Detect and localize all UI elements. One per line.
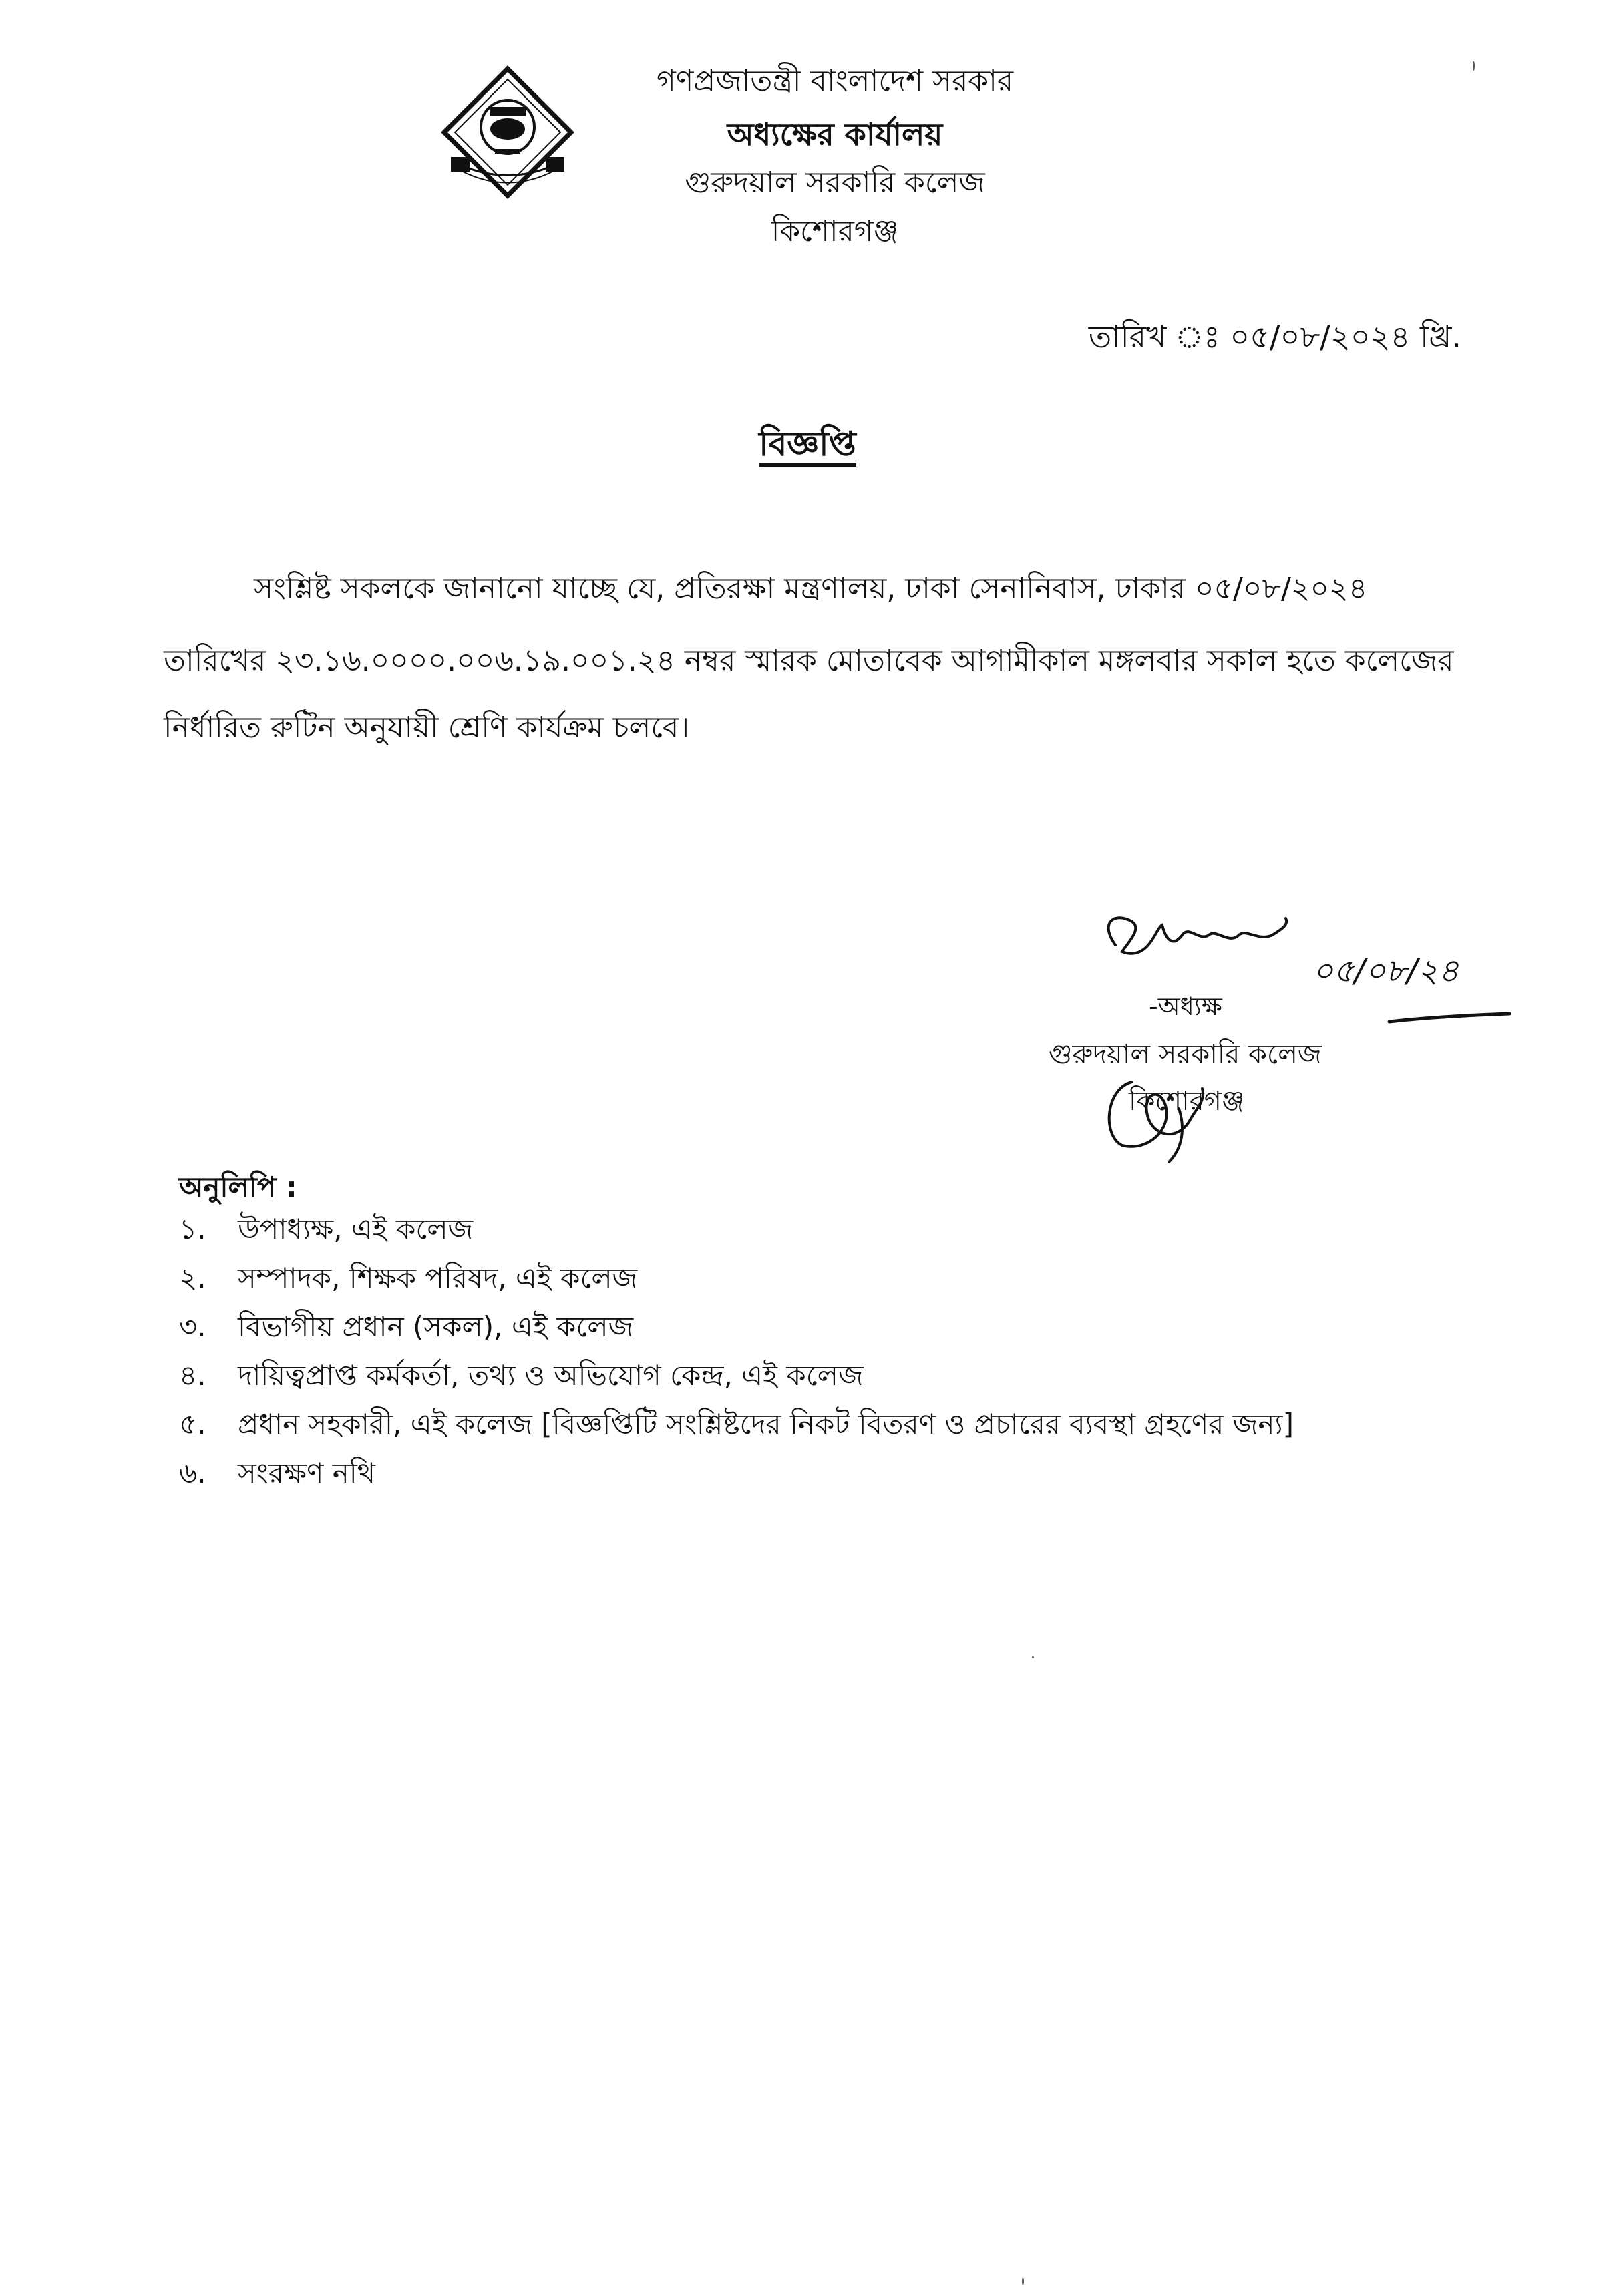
list-item bbox=[179, 1359, 864, 1392]
copy-list-heading: অনুলিপি : bbox=[179, 1171, 297, 1203]
list-item-number: ১. bbox=[179, 1213, 206, 1246]
district-name: কিশোরগঞ্জ bbox=[771, 214, 899, 248]
list-item bbox=[179, 1264, 637, 1292]
notice-body-line-1: সংশ্লিষ্ট সকলকে জানানো যাচ্ছে যে, প্রতিরক্ষা মন্ত্রণালয়, ঢাকা সেনানিবাস, ঢাকার ০৫/০৮/২০২৪ bbox=[254, 572, 1368, 606]
list-item-text: প্রধান সহকারী, এই কলেজ [বিজ্ঞপ্তিটি সংশ্লিষ্টদের নিকট বিতরণ ও প্রচারের ব্যবস্থা গ্রহণের জন্য] bbox=[238, 1408, 1294, 1441]
list-item-text: সংরক্ষণ নথি bbox=[238, 1457, 375, 1489]
list-item-number: ৫. bbox=[179, 1408, 206, 1441]
list-item bbox=[179, 1410, 1294, 1439]
notice-body-line-2: তারিখের ২৩.১৬.০০০০.০০৬.১৯.০০১.২৪ নম্বর স্মারক মোতাবেক আগামীকাল মঙ্গলবার সকাল হতে কলেজের bbox=[164, 644, 1454, 678]
list-item-text: দায়িত্বপ্রাপ্ত কর্মকর্তা, তথ্য ও অভিযোগ কেন্দ্র, এই কলেজ bbox=[238, 1359, 864, 1392]
college-name: গুরুদয়াল সরকারি কলেজ bbox=[685, 166, 985, 200]
notice-date: তারিখ ঃ ০৫/০৮/২০২৪ খ্রি. bbox=[1088, 319, 1461, 355]
list-item-number: ৬. bbox=[179, 1457, 206, 1489]
list-item bbox=[179, 1213, 474, 1246]
scan-speck bbox=[1032, 1656, 1034, 1658]
signatory-college: গুরুদয়াল সরকারি কলেজ bbox=[1049, 1039, 1322, 1070]
list-item-number: ৩. bbox=[179, 1310, 206, 1343]
notice-body-line-3: নির্ধারিত রুটিন অনুযায়ী শ্রেণি কার্যক্রম চলবে। bbox=[164, 711, 690, 745]
list-item-text: বিভাগীয় প্রধান (সকল), এই কলেজ bbox=[238, 1310, 634, 1343]
signatory-designation: -অধ্যক্ষ bbox=[1149, 992, 1222, 1021]
list-item-number: ২. bbox=[179, 1262, 206, 1294]
notice-title-wrapper bbox=[0, 419, 1615, 475]
office-title: অধ্যক্ষের কার্যালয় bbox=[727, 116, 943, 152]
scan-speck bbox=[1473, 61, 1475, 71]
list-item bbox=[179, 1459, 375, 1487]
scan-speck bbox=[1022, 2277, 1024, 2285]
list-item-text: উপাধ্যক্ষ, এই কলেজ bbox=[238, 1213, 474, 1246]
list-item-number: ৪. bbox=[179, 1359, 206, 1392]
signatory-district: কিশোরগঞ্জ bbox=[1129, 1086, 1245, 1117]
list-item bbox=[179, 1310, 634, 1343]
government-header: গণপ্রজাতন্ত্রী বাংলাদেশ সরকার bbox=[656, 64, 1014, 98]
handwritten-date: ০৫/০৮/২৪ bbox=[1312, 952, 1459, 990]
college-seal-logo bbox=[437, 63, 578, 204]
list-item-text: সম্পাদক, শিক্ষক পরিষদ, এই কলেজ bbox=[238, 1262, 638, 1294]
notice-title: বিজ্ঞপ্তি bbox=[759, 425, 856, 463]
